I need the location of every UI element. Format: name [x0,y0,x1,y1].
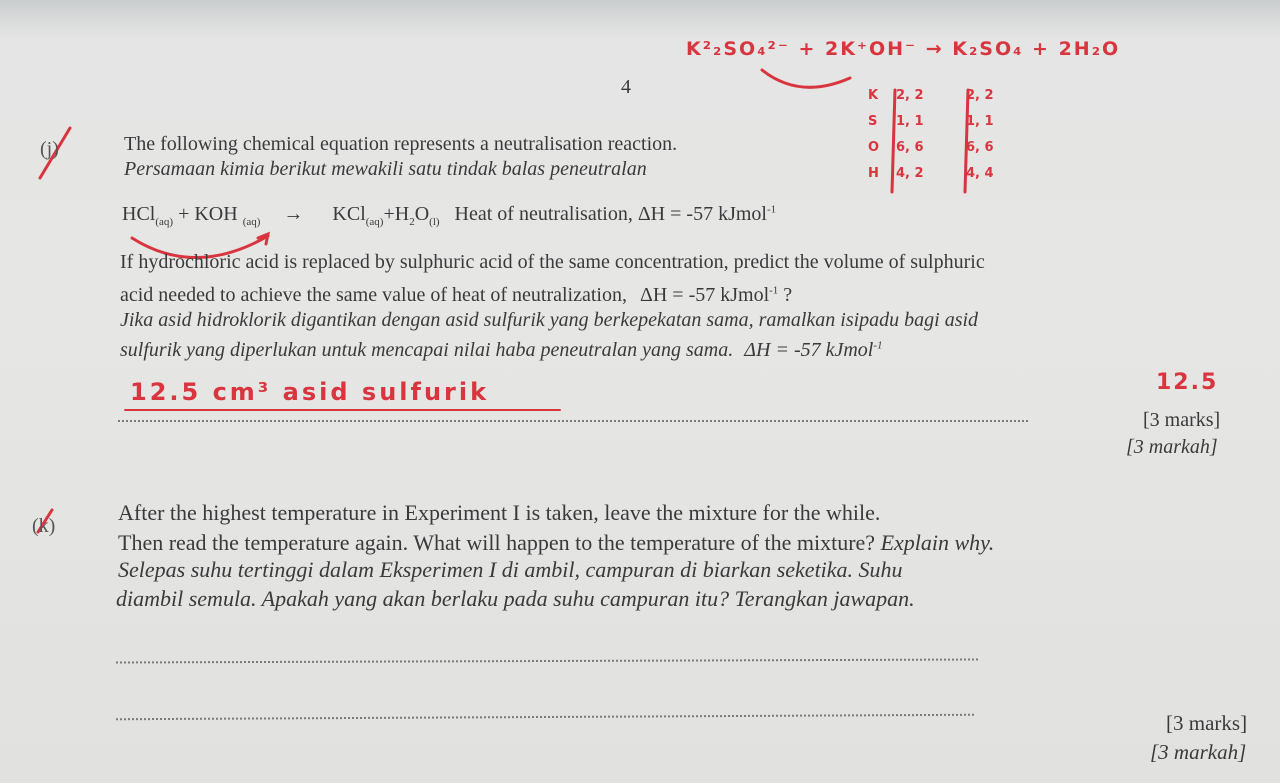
ratio-left: 6, 6 [896,140,924,155]
eq-koh: KOH [194,203,238,225]
eq-hcl: HCl [122,203,156,225]
question-k-en-2-italic: Explain why. [875,530,995,555]
eq-water-state: (l) [429,216,440,228]
body-en-2-end: ? [778,284,793,306]
eq-water-sub: 2 [409,216,415,228]
question-j-line-ms: Persamaan kimia berikut mewakili satu tindak balas peneutralan [124,158,647,180]
eq-water-o: O [414,203,430,225]
ratio-symbol: S [868,114,878,129]
marks-j-ms: [3 markah] [1126,436,1218,458]
eq-plus-1: + [178,203,190,225]
eq-plus-2: + [383,203,395,225]
marks-k-ms: [3 markah] [1150,740,1247,764]
body-en-2-text: acid needed to achieve the same value of heat of neutralization, [120,284,627,306]
eq-heat-sup: -1 [766,203,777,216]
question-j-body-ms-2 [120,339,883,362]
eq-koh-state: (aq) [242,216,261,228]
body-en-2-sup: -1 [769,284,779,297]
ratio-left: 2, 2 [896,88,924,103]
question-j-line-en: The following chemical equation represents a neutralisation reaction. [124,133,678,155]
ink-divider-left [892,90,895,192]
question-k-marker: (k) [32,515,56,537]
question-j-body-ms-1: Jika asid hidroklorik digantikan dengan asid sulfurik yang berkepekatan sama, ramalkan isipadu bagi asid [120,309,979,331]
body-ms-2-sup: -1 [873,339,883,352]
body-ms-2-text: sulfurik yang diperlukan untuk mencapai nilai haba peneutralan yang sama. [120,339,734,361]
eq-hcl-state: (aq) [155,216,174,228]
question-j-body-en-1: If hydrochloric acid is replaced by sulphuric acid of the same concentration, predict the volume of sulphuric [120,251,985,273]
question-k-ms-1: Selepas suhu tertinggi dalam Eksperimen I di ambil, campuran di biarkan seketika. Suhu [118,557,903,582]
marks-j-en: [3 marks] [1143,409,1221,431]
ratio-symbol: H [868,166,879,181]
ratio-symbol: O [868,140,880,155]
handwritten-equation: K²₂SO₄²⁻ + 2K⁺OH⁻ → K₂SO₄ + 2H₂O [686,38,1121,60]
handwritten-margin-j: 12.5 [1156,370,1219,395]
question-j-marker: (j) [40,138,59,160]
eq-kcl-state: (aq) [365,216,384,228]
question-k-en-2 [118,530,994,556]
eq-arrow: → [283,203,304,225]
body-en-2-delta: ΔH = -57 kJmol [639,284,770,306]
body-ms-2-delta: ΔH = -57 kJmol [744,339,874,361]
marks-k-en: [3 marks] [1166,711,1248,735]
ratio-right: 2, 2 [966,88,994,103]
ratio-symbol: K [868,88,879,103]
ratio-left: 1, 1 [896,114,924,129]
answer-line-j[interactable] [118,420,1028,422]
ratio-left: 4, 2 [896,166,924,181]
question-k-en-1: After the highest temperature in Experiment I is taken, leave the mixture for the while. [118,500,881,525]
question-k-ms-2: diambil semula. Apakah yang akan berlaku pada suhu campuran itu? Terangkan jawapan. [116,586,915,611]
ink-divider-right [965,90,968,192]
ratio-right: 6, 6 [966,140,994,155]
ink-arc-top [762,70,850,87]
question-k-en-2-text: Then read the temperature again. What will happen to the temperature of the mixture? [118,530,876,555]
eq-kcl: KCl [332,203,366,225]
ratio-right: 4, 4 [966,166,994,181]
ratio-right: 1, 1 [966,114,994,129]
handwritten-answer-j: 12.5 cm³ asid sulfurik [130,378,490,406]
page-number: 4 [621,76,631,98]
question-j-body-en-2 [120,284,792,307]
eq-heat-label: Heat of neutralisation, ΔH = -57 kJmol [454,203,767,225]
eq-water-h: H [394,203,410,225]
neutralisation-equation [122,203,776,228]
